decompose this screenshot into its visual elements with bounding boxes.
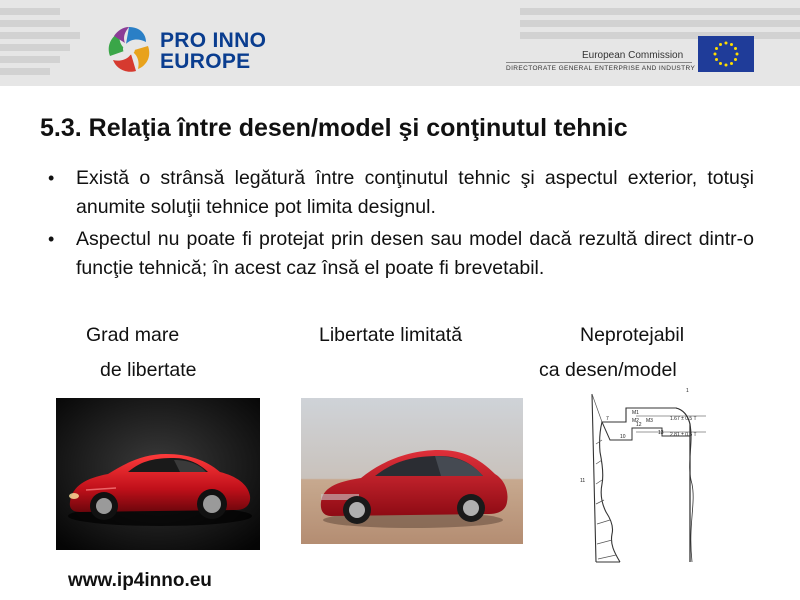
logo-line-1: PRO INNO (160, 29, 267, 52)
drawing-label-13: 13 (658, 430, 664, 436)
bullet-dot-icon: • (48, 168, 55, 188)
drawing-label-12: 12 (636, 422, 642, 428)
drawing-label-m1: M1 (632, 410, 639, 416)
label-col1-line2: de libertate (100, 359, 197, 381)
footer-url-link[interactable]: www.ip4inno.eu (68, 570, 212, 591)
bullet-list (46, 164, 754, 286)
label-col2-line1: Libertate limitată (319, 324, 463, 346)
drawing-label-m2: M2 (632, 418, 639, 424)
label-col1-line1: Grad mare (86, 324, 180, 346)
bullet-item (46, 225, 754, 283)
bullet-text: Există o strânsă legătură între conţinutul tehnic şi aspectul exterior, totuşi anumite soluţii tehnice pot limita designul. (76, 167, 754, 218)
eu-flag-icon (698, 36, 754, 72)
pro-inno-logo-icon (104, 24, 154, 74)
label-col3-line1: Neprotejabil (580, 324, 685, 346)
technical-drawing-image (566, 384, 716, 566)
sports-car-illustration (56, 398, 260, 550)
bullet-dot-icon: • (48, 229, 55, 249)
drawing-label-11: 11 (580, 478, 586, 484)
sports-car-image (56, 398, 260, 550)
bullet-text: Aspectul nu poate fi protejat prin desen sau model dacă rezultă direct dintr-o funcţie tehnică; în acest caz însă el poate fi brevetabil. (76, 228, 754, 279)
ec-subtitle: DIRECTORATE GENERAL ENTERPRISE AND INDUSTRY (506, 65, 696, 72)
logo-wordmark (160, 30, 290, 72)
hatchback-car-illustration (301, 398, 523, 544)
header-band (0, 0, 800, 86)
drawing-label-dim2: 2.81 ± 0.5 T (670, 432, 697, 438)
logo-line-2: EUROPE (160, 50, 251, 73)
ec-title: European Commission (582, 50, 684, 61)
slide-title: 5.3. Relaţia între desen/model şi conţinutul tehnic (40, 114, 628, 142)
pro-inno-europe-logo (104, 22, 284, 78)
drawing-label-10: 10 (620, 434, 626, 440)
header-stripes-left (0, 0, 90, 86)
hatchback-car-image (301, 398, 523, 544)
drawing-label-m3: M3 (646, 418, 653, 424)
drawing-label-dim1: 1.67 ± 0.5 T (670, 416, 697, 422)
drawing-label-7: 7 (606, 416, 609, 422)
bullet-item (46, 164, 754, 222)
drawing-label-1: 1 (686, 388, 689, 394)
ec-divider (506, 62, 692, 63)
label-col3-line2: ca desen/model (539, 359, 677, 381)
technical-drawing-illustration (566, 384, 716, 566)
